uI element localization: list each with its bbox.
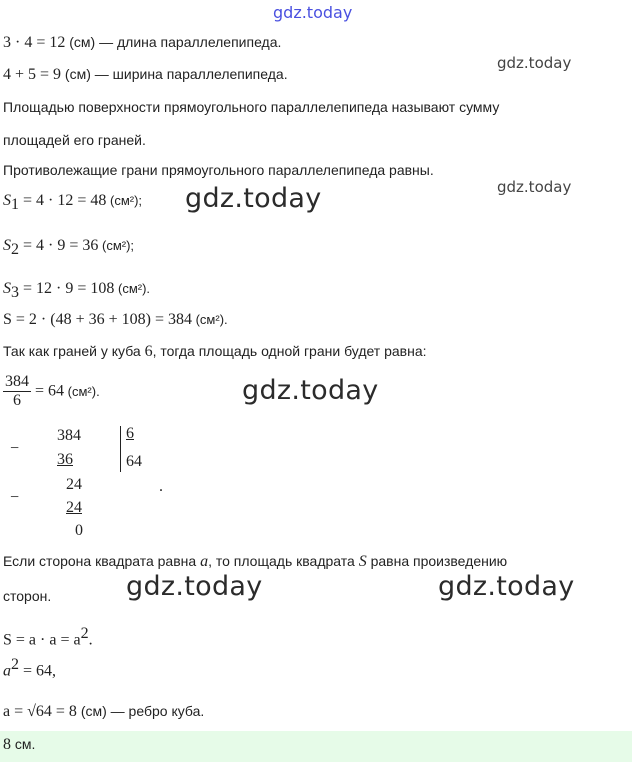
division-minus-2: − bbox=[10, 489, 20, 506]
area-formula-sup: 2 bbox=[80, 625, 89, 642]
cube-faces-text-after: , тогда площадь одной грани будет равна: bbox=[152, 343, 427, 359]
division-subtrahend-1: 36 bbox=[57, 451, 73, 468]
edge-math: a = √64 = 8 bbox=[3, 703, 77, 720]
s-total-unit: (см²). bbox=[191, 312, 228, 327]
square-text-before: Если сторона квадрата равна bbox=[3, 553, 201, 569]
division-dot: . bbox=[159, 478, 163, 495]
area-formula-end: . bbox=[88, 631, 93, 649]
square-line-1 bbox=[3, 553, 507, 571]
length-text: (см) — длина параллелепипеда. bbox=[65, 34, 282, 50]
cube-faces-num: 6 bbox=[144, 343, 153, 360]
square-text-mid: , то площадь квадрата bbox=[208, 553, 359, 569]
s1-math: = 4 · 12 = 48 bbox=[19, 192, 107, 209]
watermark-big-3: gdz.today bbox=[126, 571, 263, 602]
division-minus-1: − bbox=[10, 440, 20, 457]
answer-text: см. bbox=[11, 736, 36, 752]
cube-faces-line bbox=[3, 343, 427, 361]
s3-line bbox=[3, 280, 150, 302]
edge-text: (см) — ребро куба. bbox=[76, 703, 205, 719]
opposite-faces-line: Противолежащие грани прямоугольного параллелепипеда равны. bbox=[3, 162, 434, 178]
division-dividend: 384 bbox=[57, 427, 81, 444]
a-squared-line bbox=[3, 656, 56, 680]
s3-sub: 3 bbox=[11, 284, 19, 302]
definition-line-2: площадей его граней. bbox=[3, 132, 146, 148]
s2-math: = 4 · 9 = 36 bbox=[19, 237, 99, 254]
s1-var: S bbox=[3, 192, 11, 209]
face-area-unit: (см²). bbox=[64, 384, 100, 399]
answer-line bbox=[3, 736, 35, 754]
width-text: (см) — ширина параллелепипеда. bbox=[61, 66, 288, 82]
s2-unit: (см²); bbox=[98, 238, 135, 253]
square-line-2: сторон. bbox=[3, 588, 52, 604]
s1-sub: 1 bbox=[11, 196, 19, 214]
division-remainder-1: 24 bbox=[66, 476, 82, 493]
square-text-after: равна произведению bbox=[366, 553, 508, 569]
answer-num: 8 bbox=[3, 736, 11, 753]
division-quotient: 64 bbox=[126, 453, 142, 470]
watermark-right-1: gdz.today bbox=[497, 54, 572, 72]
face-area-fraction bbox=[3, 373, 31, 410]
division-divisor: 6 bbox=[126, 425, 134, 442]
area-formula-line bbox=[3, 625, 93, 649]
fraction-denominator: 6 bbox=[13, 392, 21, 409]
s-total-line bbox=[3, 311, 228, 329]
s-total-math: S = 2 · (48 + 36 + 108) = 384 bbox=[3, 311, 192, 328]
s3-var: S bbox=[3, 280, 11, 297]
division-remainder-2: 0 bbox=[75, 522, 83, 539]
square-var-s: S bbox=[358, 553, 367, 570]
fraction-numerator: 384 bbox=[5, 373, 29, 390]
s1-line bbox=[3, 192, 142, 214]
definition-line-1: Площадью поверхности прямоугольного параллелепипеда называют сумму bbox=[3, 99, 500, 115]
division-subtrahend-2: 24 bbox=[66, 499, 82, 516]
s3-unit: (см²). bbox=[114, 281, 151, 296]
width-line bbox=[3, 66, 288, 84]
s2-sub: 2 bbox=[11, 241, 19, 259]
length-math: 3 · 4 = 12 bbox=[3, 34, 66, 51]
watermark-right-2: gdz.today bbox=[497, 178, 572, 196]
square-var-a: a bbox=[200, 553, 209, 570]
a-squared-math: = 64, bbox=[19, 662, 57, 680]
face-area-line bbox=[3, 373, 100, 410]
width-math: 4 + 5 = 9 bbox=[3, 66, 62, 83]
watermark-top: gdz.today bbox=[273, 3, 353, 22]
watermark-big-1: gdz.today bbox=[185, 183, 322, 214]
watermark-big-2: gdz.today bbox=[242, 375, 379, 406]
answer-bar bbox=[0, 731, 632, 762]
s3-math: = 12 · 9 = 108 bbox=[19, 280, 115, 297]
face-area-math: = 64 bbox=[31, 382, 65, 400]
area-formula-math: S = a · a = a bbox=[3, 631, 81, 649]
a-squared-base: a bbox=[3, 662, 11, 680]
edge-line bbox=[3, 703, 204, 721]
cube-faces-text-before: Так как граней у куба bbox=[3, 343, 145, 359]
a-squared-sup: 2 bbox=[11, 656, 19, 673]
s1-unit: (см²); bbox=[106, 193, 143, 208]
s2-var: S bbox=[3, 237, 11, 254]
length-line bbox=[3, 34, 281, 52]
division-vertical-line bbox=[120, 426, 121, 472]
s2-line bbox=[3, 237, 134, 259]
watermark-big-4: gdz.today bbox=[438, 571, 575, 602]
